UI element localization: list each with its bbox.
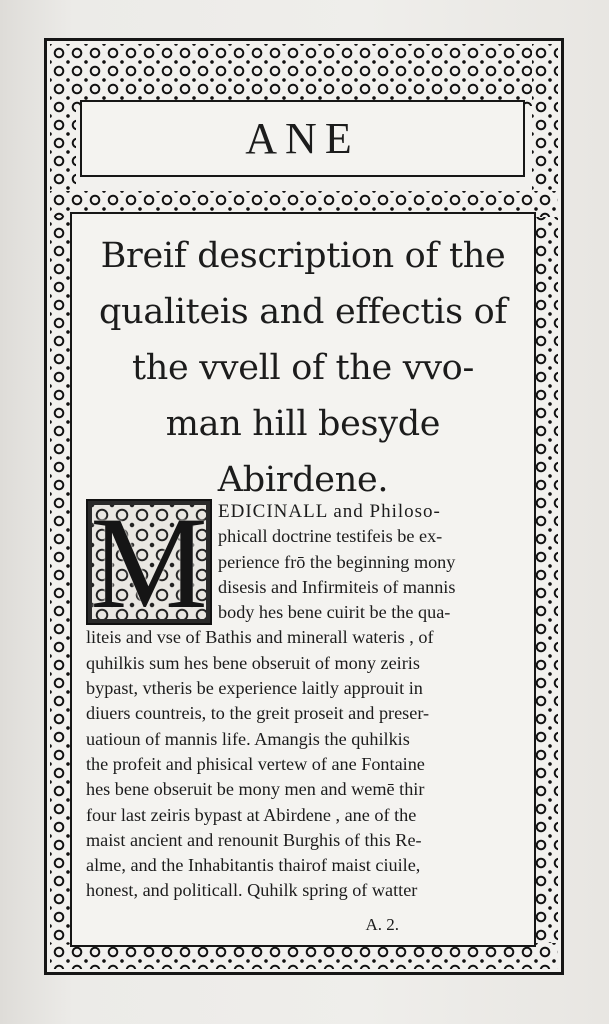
text-line: maist ancient and renounit Burghis of this Re-: [86, 829, 422, 850]
text-line: disesis and Infirmiteis of mannis: [218, 576, 456, 597]
text-line: honest, and politicall. Quhilk spring of watter: [86, 880, 418, 901]
document-title: [72, 228, 534, 508]
text-line: liteis and vse of Bathis and minerall wateris , of: [86, 627, 434, 648]
heading-panel: [80, 100, 525, 177]
text-line: alme, and the Inhabitantis thairof maist ciuile,: [86, 855, 421, 876]
text-line: the profeit and phisical vertew of ane Fontaine: [86, 753, 425, 774]
text-line: hes bene obseruit be mony men and wemē thir: [86, 779, 425, 800]
body-text: [86, 499, 520, 904]
decorated-initial: [86, 499, 212, 625]
ornament-top-band: [50, 44, 558, 106]
text-line: quhilkis sum hes bene obseruit of mony zeiris: [86, 652, 420, 673]
text-line: phicall doctrine testifeis be ex-: [218, 526, 443, 547]
signature-mark: A. 2.: [365, 915, 399, 934]
text-line: uatioun of mannis life. Amangis the quhilkis: [86, 728, 410, 749]
text-line: perience frō the beginning mony: [218, 551, 456, 572]
text-line: body hes bene cuirit be the qua-: [218, 602, 451, 623]
initial-letter: M: [90, 499, 208, 625]
title-line: man hill besyde: [165, 404, 441, 444]
text-line: four last zeiris bypast at Abirdene , ane of the: [86, 804, 417, 825]
text-panel: [70, 212, 536, 947]
text-line: bypast, vtheris be experience laitly approuit in: [86, 678, 423, 699]
heading-ane: ANE: [245, 114, 360, 163]
title-line: Abirdene.: [217, 460, 389, 500]
text-line: diuers countreis, to the greit proseit and preser-: [86, 703, 430, 724]
title-line: Breif description of the: [100, 236, 506, 276]
title-line: qualiteis and effectis of: [98, 292, 507, 332]
first-line-text: EDICINALL and Philoso-: [218, 501, 441, 522]
title-line: the vvell of the vvo-: [132, 348, 474, 388]
